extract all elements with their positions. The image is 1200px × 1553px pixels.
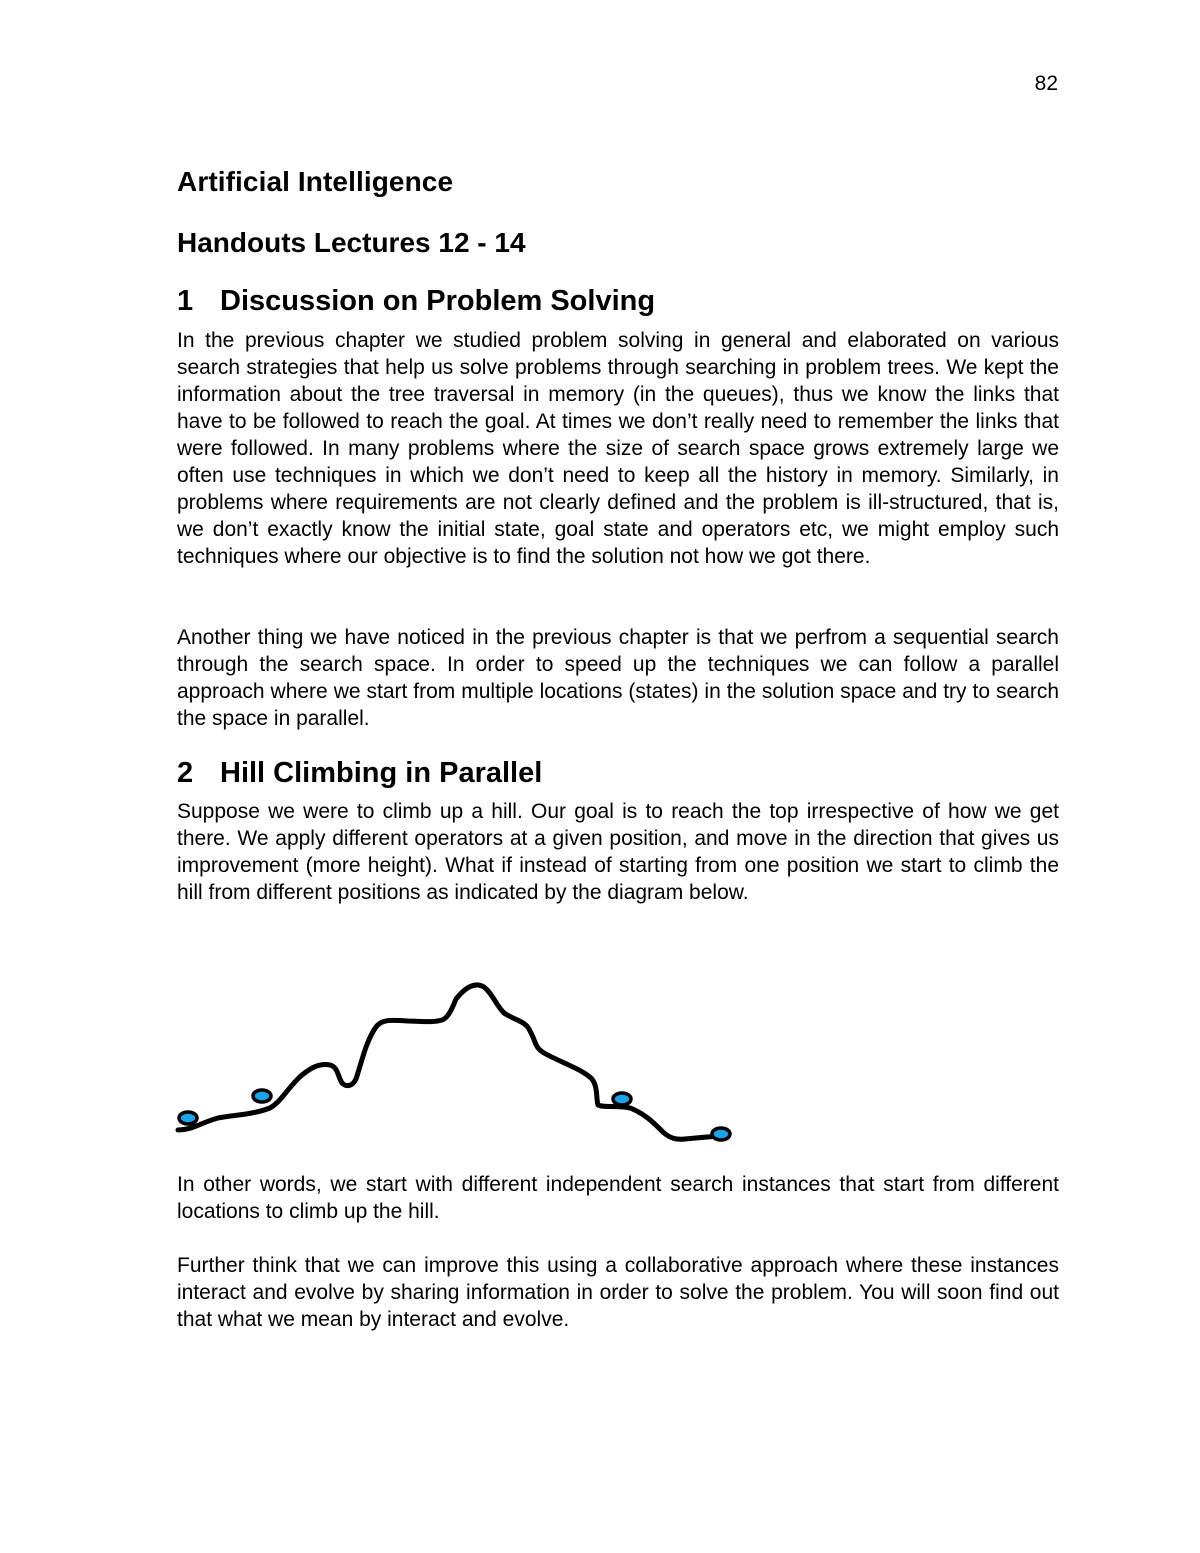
paragraph-independent-instances: In other words, we start with different independent search instances that start from different locations to climb up the hill. — [177, 1173, 1059, 1223]
section-title: Hill Climbing in Parallel — [220, 757, 543, 789]
document-title: Artificial Intelligence — [177, 166, 454, 197]
start-point-marker — [253, 1090, 271, 1102]
section-heading-hill-climbing — [177, 757, 542, 790]
paragraph-parallel-approach: Another thing we have noticed in the previous chapter is that we perfrom a sequential search through the search space. In order to speed up the techniques we can follow a parallel approach where we start from multiple locations (states) in the solution space and try to search the space in parallel. — [177, 626, 1059, 730]
paragraph-collaborative-approach: Further think that we can improve this using a collaborative approach where these instances interact and evolve by sharing information in order to solve the problem. You will soon find out that what we mean by interact and evolve. — [177, 1254, 1059, 1331]
start-point-marker — [179, 1112, 197, 1124]
document-subtitle: Handouts Lectures 12 - 14 — [177, 227, 526, 258]
page-number: 82 — [1034, 72, 1058, 95]
section-number: 1 — [177, 285, 194, 317]
start-point-marker — [712, 1128, 730, 1140]
section-number: 2 — [177, 757, 194, 789]
paragraph-problem-solving-intro: In the previous chapter we studied problem solving in general and elaborated on various search strategies that help us solve problems through searching in problem trees. We kept the information about the tree traversal in memory (in the queues), thus we know the links that have to be followed to reach the goal. At times we don’t really need to remember the links that were followed. In many problems where the size of search space grows extremely large we often use techniques in which we don’t need to keep all the history in memory. Similarly, in problems where requirements are not clearly defined and the problem is ill-structured, that is, we don’t exactly know the initial state, goal state and operators etc, we might employ such techniques where our objective is to find the solution not how we got there. — [177, 329, 1059, 568]
section-heading-problem-solving — [177, 285, 655, 318]
start-point-marker — [613, 1093, 631, 1105]
paragraph-hill-climbing-intro: Suppose we were to climb up a hill. Our goal is to reach the top irrespective of how we get there. We apply different operators at a given position, and move in the direction that gives us improvement (more height). What if instead of starting from one position we start to climb the hill from different positions as indicated by the diagram below. — [177, 800, 1059, 904]
hill-curve — [178, 985, 720, 1139]
hill-climbing-diagram — [170, 975, 740, 1145]
section-title: Discussion on Problem Solving — [220, 285, 656, 317]
